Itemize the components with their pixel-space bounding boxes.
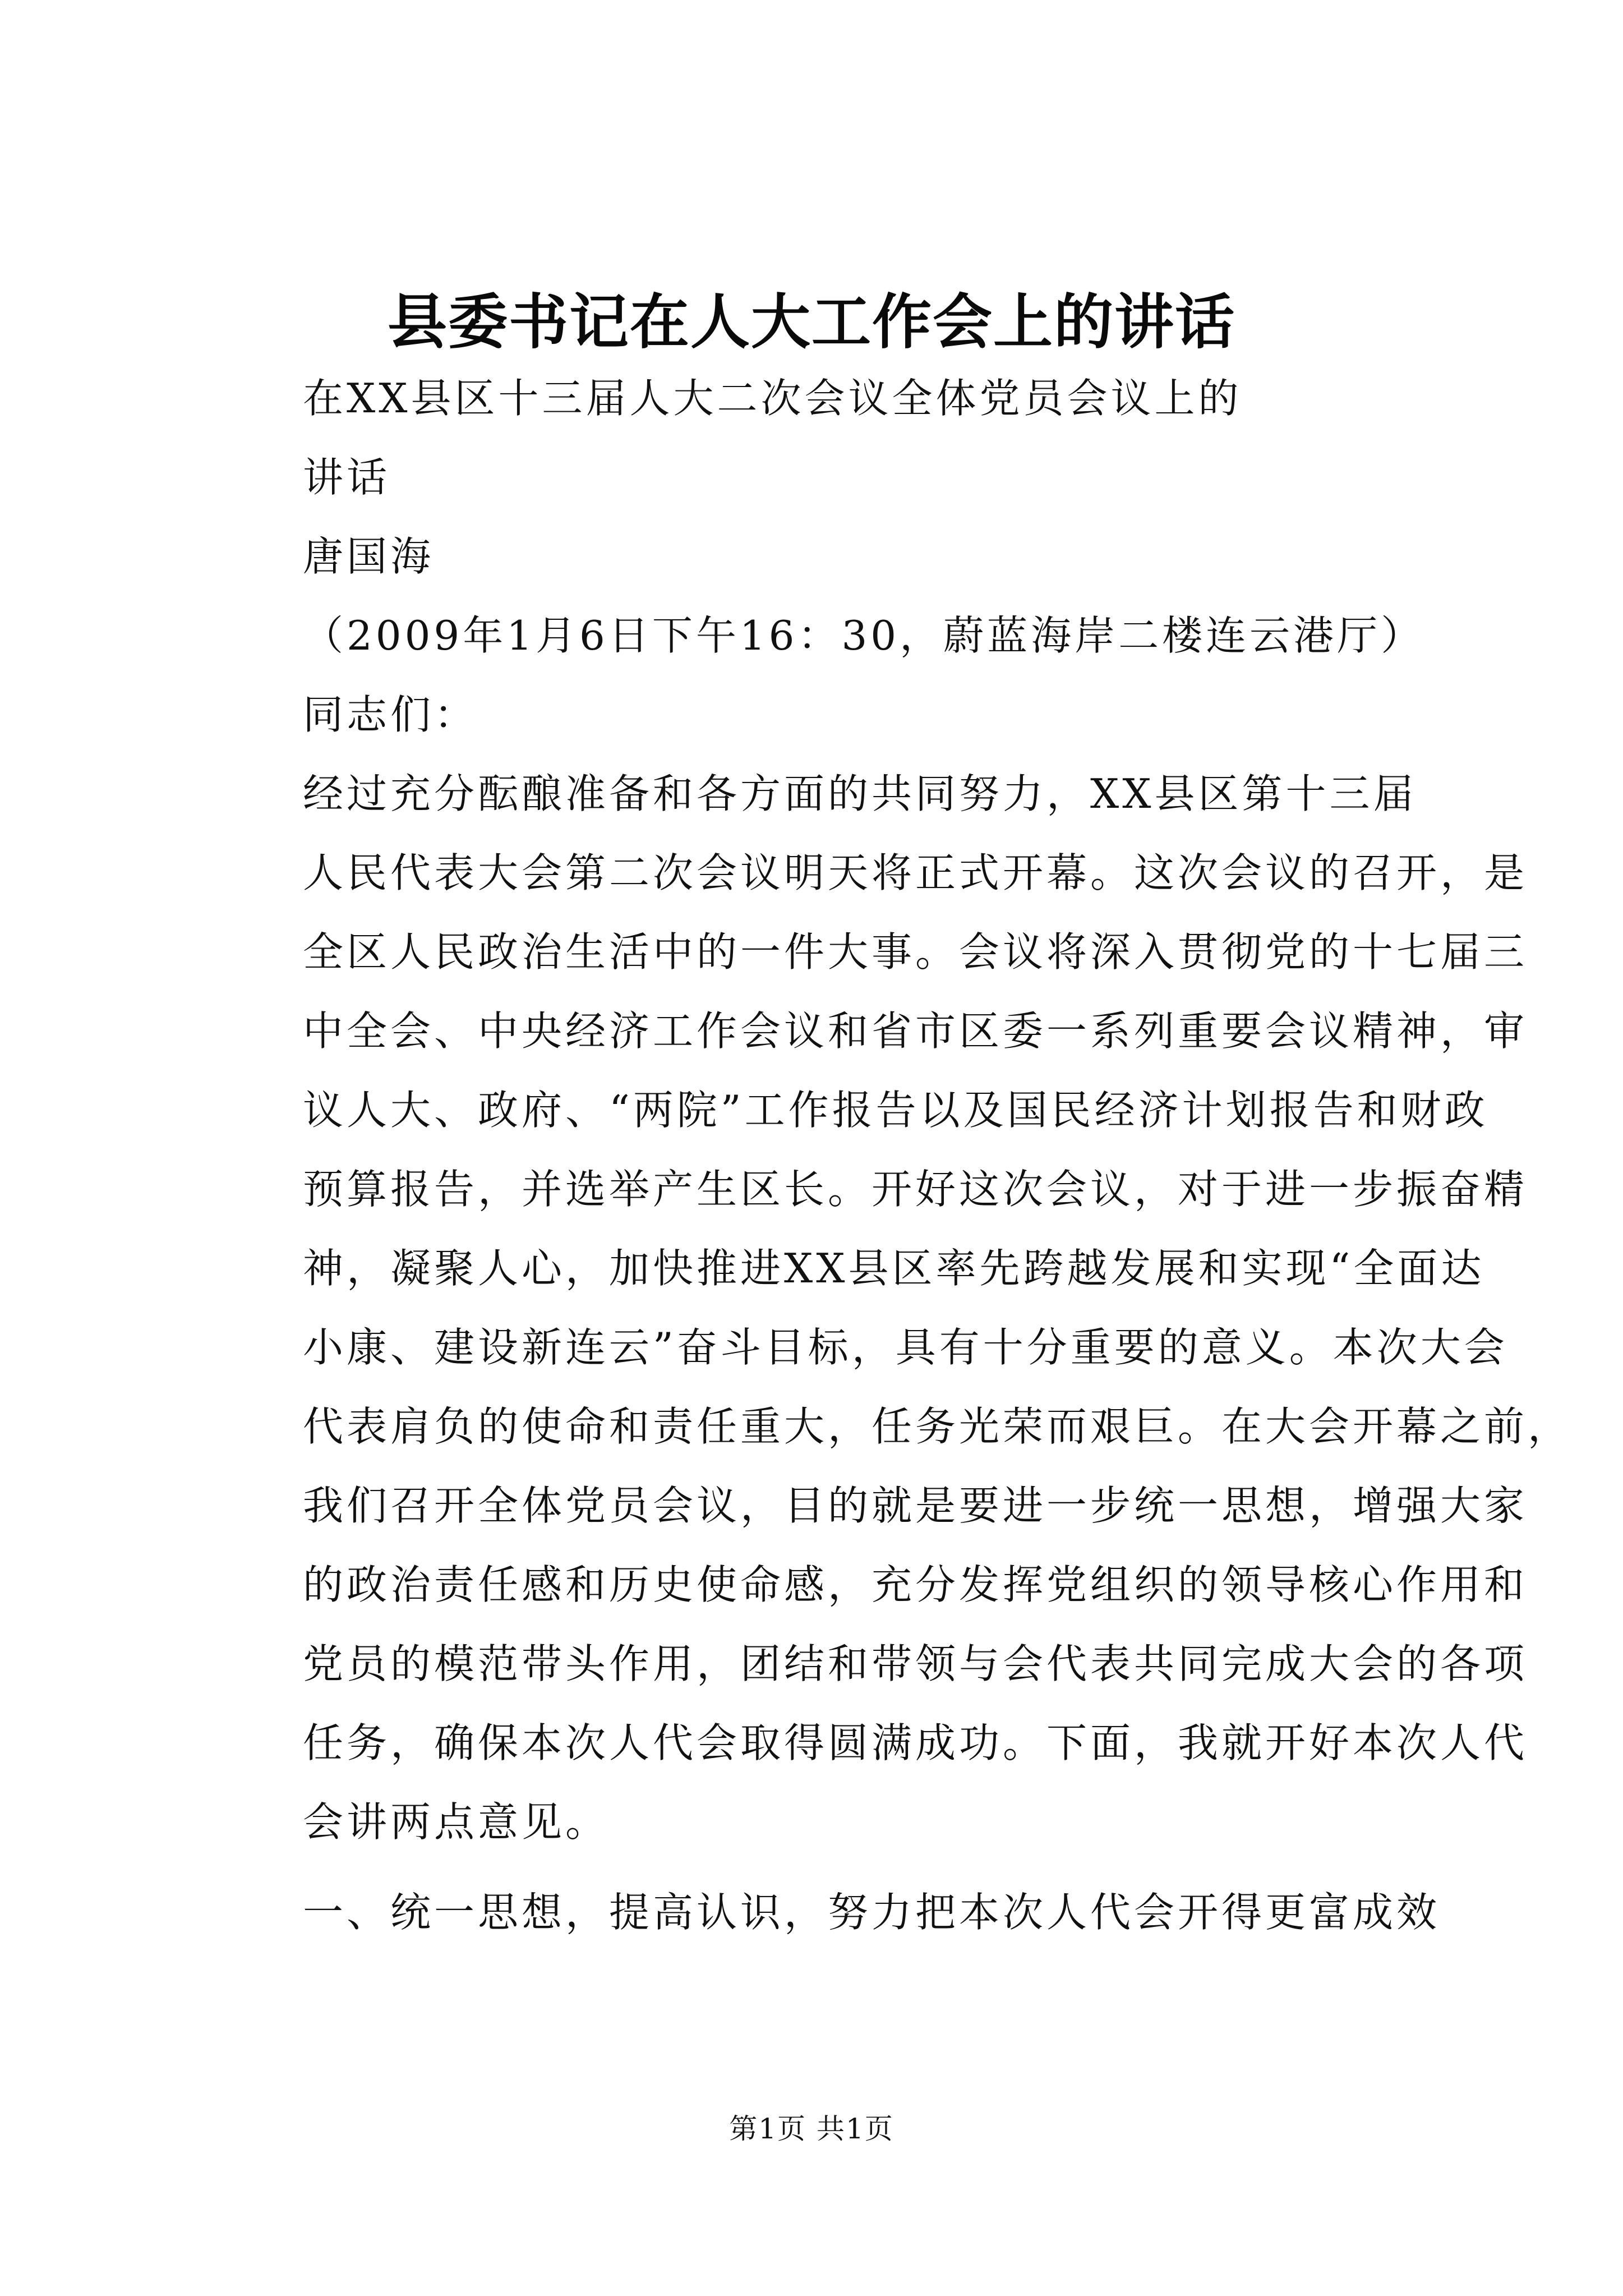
salutation-line: 同志们： (303, 691, 478, 738)
body-line: 的政治责任感和历史使命感，充分发挥党组织的领导核心作用和 (303, 1561, 1528, 1608)
section-heading: 一、统一思想，提高认识，努力把本次人代会开得更富成效 (303, 1889, 1441, 1936)
body-line: 我们召开全体党员会议，目的就是要进一步统一思想，增强大家 (303, 1482, 1528, 1529)
body-line: 神，凝聚人心，加快推进XX县区率先跨越发展和实现“全面达 (303, 1245, 1485, 1292)
page-footer: 第1页 共1页 (729, 2113, 894, 2145)
document-title: 县委书记在人大工作会上的讲话 (388, 288, 1235, 357)
author-line: 唐国海 (303, 533, 435, 580)
body-line: 中全会、中央经济工作会议和省市区委一系列重要会议精神，审 (303, 1007, 1528, 1055)
body-line: 小康、建设新连云”奋斗目标，具有十分重要的意义。本次大会 (303, 1324, 1508, 1371)
body-line: 代表肩负的使命和责任重大，任务光荣而艰巨。在大会开幕之前， (303, 1403, 1572, 1450)
body-line: 经过充分酝酿准备和各方面的共同努力，XX县区第十三届 (303, 770, 1417, 817)
document-body (303, 359, 1572, 1952)
body-line: 讲话 (303, 454, 391, 501)
body-line: 党员的模范带头作用，团结和带领与会代表共同完成大会的各项 (303, 1640, 1528, 1687)
date-location-line: （2009年1月6日下午16：30，蔚蓝海岸二楼连云港厅） (303, 612, 1425, 659)
body-line: 任务，确保本次人代会取得圆满成功。下面，我就开好本次人代 (303, 1719, 1528, 1766)
body-line: 在XX县区十三届人大二次会议全体党员会议上的 (303, 375, 1242, 422)
body-line: 会讲两点意见。 (303, 1798, 610, 1846)
body-line: 预算报告，并选举产生区长。开好这次会议，对于进一步振奋精 (303, 1166, 1528, 1213)
body-line: 议人大、政府、“两院”工作报告以及国民经济计划报告和财政 (303, 1087, 1488, 1134)
body-line: 人民代表大会第二次会议明天将正式开幕。这次会议的召开，是 (303, 849, 1528, 896)
body-line: 全区人民政治生活中的一件大事。会议将深入贯彻党的十七届三 (303, 928, 1528, 976)
